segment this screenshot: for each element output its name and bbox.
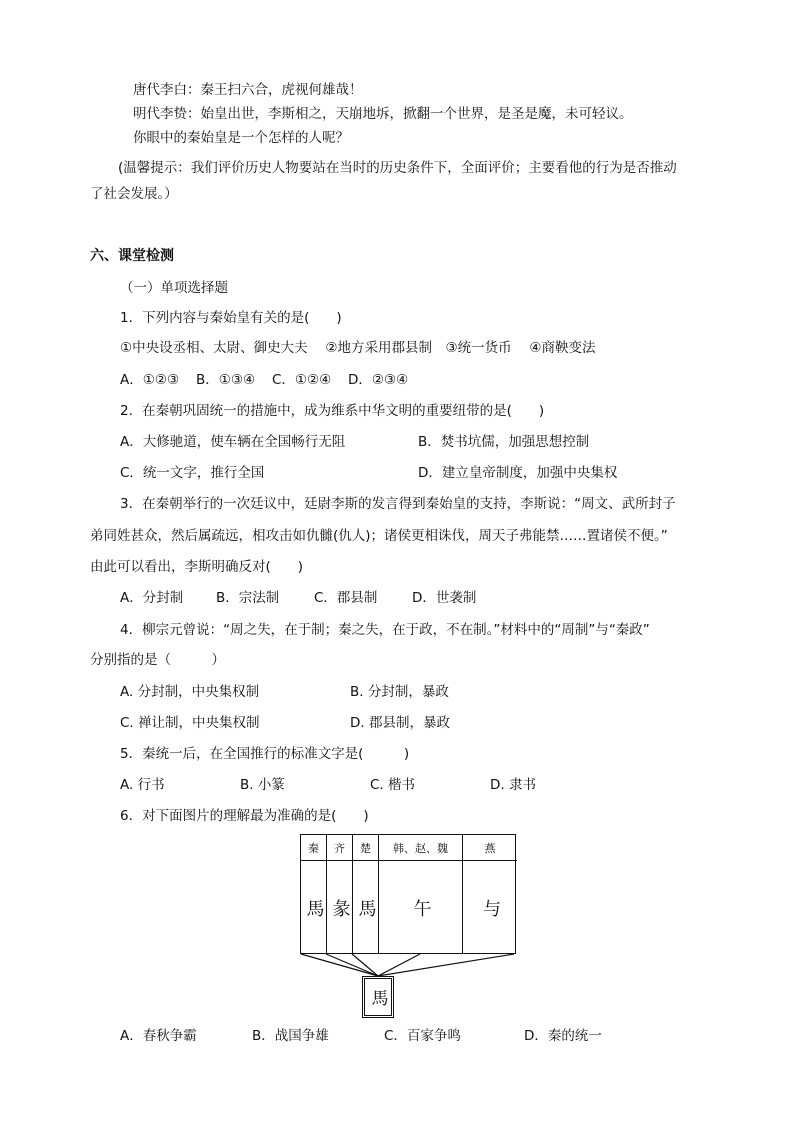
q2-option-a: A．大修驰道，使车辆在全国畅行无阻: [120, 434, 346, 450]
q5-option-b: B. 小篆: [240, 777, 285, 793]
q5-option-c: C. 楷书: [370, 777, 416, 793]
discussion-question: 你眼中的秦始皇是一个怎样的人呢？: [133, 130, 349, 146]
quote-li-bai: 唐代李白：秦王扫六合，虎视何雄哉！: [133, 82, 363, 98]
q3-option-d: D．世袭制: [412, 590, 477, 606]
header-qin: 秦: [301, 835, 327, 861]
header-chu: 楚: [353, 835, 379, 861]
q3-stem-line-1: 3．在秦朝举行的一次廷议中，廷尉李斯的发言得到秦始皇的支持，李斯说：“周文、武所封子: [120, 496, 676, 512]
glyph-han-zhao-wei: 午: [379, 861, 463, 953]
q2-stem: 2．在秦朝巩固统一的措施中，成为维系中华文明的重要纽带的是( ): [120, 403, 545, 419]
q5-option-d: D. 隶书: [490, 777, 536, 793]
q2-option-b: B．焚书坑儒，加强思想控制: [418, 434, 590, 450]
q4-option-d: D. 郡县制，暴政: [350, 715, 450, 731]
line-qin: [301, 954, 378, 976]
glyph-qi: 彖: [327, 861, 353, 953]
q6-option-c: C．百家争鸣: [384, 1028, 461, 1044]
glyph-yan: 与: [480, 899, 501, 915]
section-title: 六、课堂检测: [90, 248, 174, 264]
header-han-zhao-wei: 韩、赵、魏: [379, 835, 463, 861]
tip-line-2: 了社会发展。）: [90, 186, 178, 202]
q3-option-a: A．分封制: [120, 590, 184, 606]
q1-items: ①中央设丞相、太尉、御史大夫 ②地方采用郡县制 ③统一货币 ④商鞅变法: [120, 340, 596, 356]
header-qi: 齐: [327, 835, 353, 861]
q1-option-d: D．②③④: [348, 372, 409, 388]
q4-option-c: C. 禅让制，中央集权制: [120, 715, 260, 731]
q6-option-d: D．秦的统一: [524, 1028, 602, 1044]
q1-option-c: C．①②④: [272, 372, 332, 388]
q1-option-b: B．①③④: [196, 372, 256, 388]
q4-stem-line-1: 4．柳宗元曾说：“周之失，在于制；秦之失，在于政，不在制。”材料中的“周制”与“秦政”: [120, 622, 650, 638]
q4-stem-line-2: 分别指的是（ ）: [90, 652, 225, 668]
glyph-chu: 馬: [353, 861, 379, 953]
q3-option-c: C．郡县制: [314, 590, 378, 606]
q3-stem-line-2: 弟同姓甚众，然后属疏远，相攻击如仇雠(仇人)；诸侯更相诛伐，周天子弗能禁……置诸侯不便。”: [90, 528, 668, 544]
q5-option-a: A. 行书: [120, 777, 165, 793]
q3-option-b: B．宗法制: [216, 590, 280, 606]
glyph-qin: 馬: [301, 861, 327, 953]
unified-script-glyph: 馬: [362, 976, 394, 1018]
tip-line-1: (温馨提示：我们评价历史人物要站在当时的历史条件下，全面评价；主要看他的行为是否推动: [118, 160, 677, 176]
q2-option-c: C．统一文字，推行全国: [120, 465, 265, 481]
q2-option-d: D．建立皇帝制度，加强中央集权: [418, 465, 618, 481]
q4-option-b: B. 分封制，暴政: [350, 684, 449, 700]
q1-stem: 1．下列内容与秦始皇有关的是( ): [120, 310, 342, 326]
quote-li-zhi: 明代李贽：始皇出世，李斯相之，天崩地坼，掀翻一个世界，是圣是魔，未可轻议。: [133, 106, 633, 122]
q6-stem: 6．对下面图片的理解最为准确的是( ): [120, 808, 369, 824]
q6-option-b: B．战国争雄: [252, 1028, 329, 1044]
q5-stem: 5．秦统一后，在全国推行的标准文字是( ): [120, 746, 410, 762]
q1-option-a: A．①②③: [120, 372, 180, 388]
q6-option-a: A．春秋争霸: [120, 1028, 197, 1044]
subsection-title: （一）单项选择题: [120, 280, 228, 296]
q4-option-a: A. 分封制，中央集权制: [120, 684, 260, 700]
q3-stem-line-3: 由此可以看出，李斯明确反对( ): [90, 559, 304, 575]
line-qi: [326, 954, 378, 976]
header-yan: 燕: [463, 835, 517, 861]
